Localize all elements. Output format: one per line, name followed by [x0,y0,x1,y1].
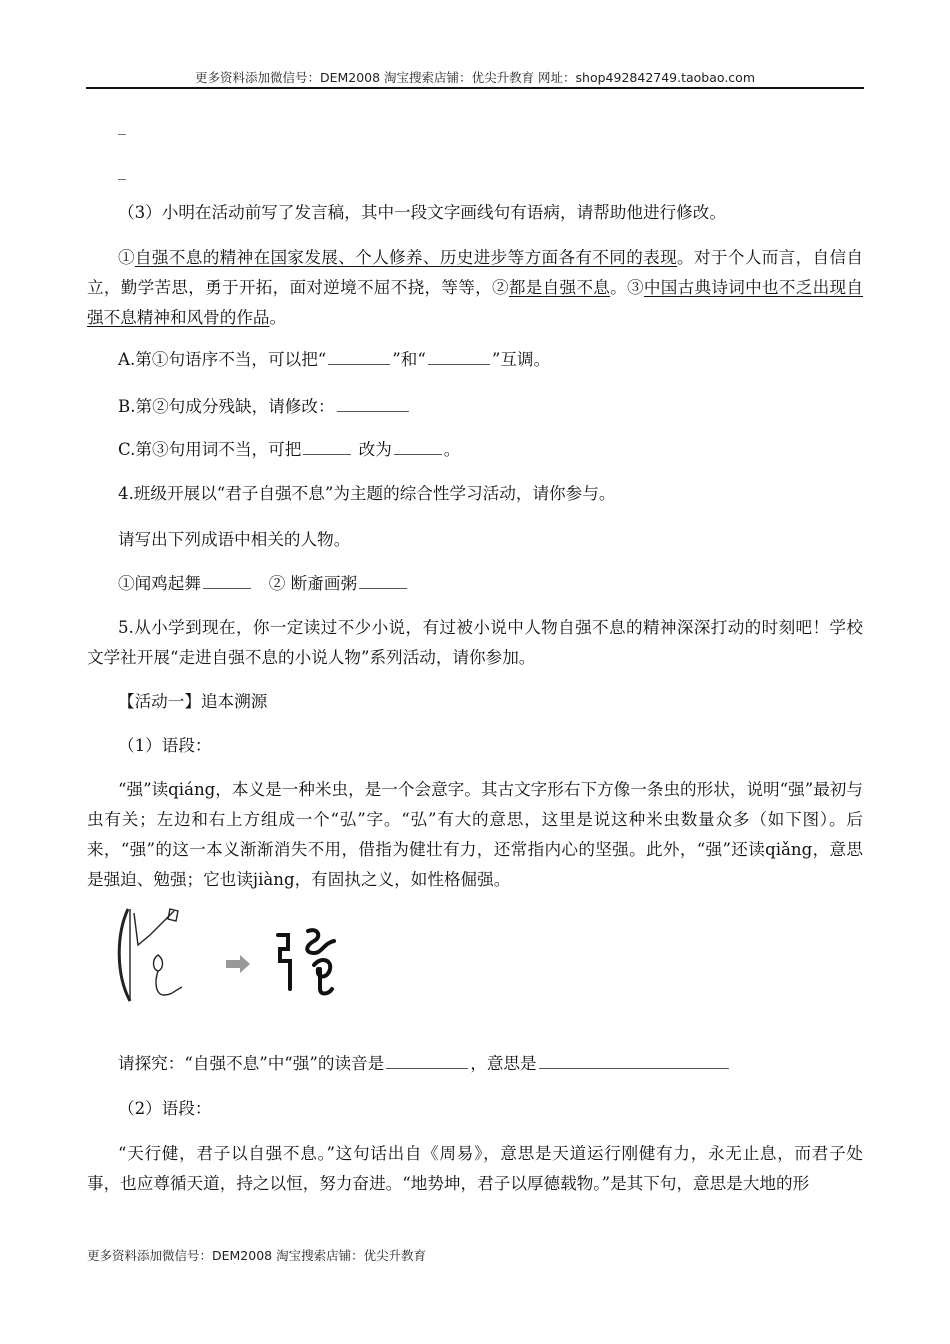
q4-sub: 请写出下列成语中相关的人物。 [118,530,351,549]
passage-text: 。对于个人而言，自信自立，勤学苦思，勇于开拓，面对逆境不屈不挠，等等，② [87,248,864,297]
seal-script-character [278,930,334,993]
option-text: ”互调。 [491,350,551,369]
blank[interactable] [328,363,390,365]
section-2-label: （2）语段： [118,1099,212,1118]
option-text: 改为 [353,440,392,459]
activity-1-title: 【活动一】追本溯源 [118,692,268,711]
q3-passage [87,243,863,333]
underlined-sentence-3: 中国古典诗词中也不乏出现自强不息精神和风骨的作品 [87,278,864,327]
option-text: ”和“ [392,350,426,369]
section-2-text: “天行健，君子以自强不息。”这句话出自《周易》，意思是天道运行刚健有力，永无止息，而君子处事，也应尊循天道，持之以恒，努力奋进。“地势坤，君子以厚德载物。”是其下句，意思是大地的形 [87,1144,863,1193]
question-text: ，意思是 [470,1054,537,1073]
underlined-sentence-1: 自强不息的精神在国家发展、个人修养、历史进步等方面各有不同的表现 [134,248,678,267]
passage-text: 。③ [610,278,644,297]
q4-items [87,569,863,599]
section-1-text: “强”读qiáng，本义是一种米虫，是一个会意字。其古文字形右下方像一条虫的形状，说明“强”最初与虫有关；左边和右上方组成一个“弘”字。“弘”有大的意思，这里是说这种米虫数量众多（如下图）。后来，“强”的这一本义渐渐消失不用，借指为健壮有力，还常指内心的坚强。此外，“强”还读qiǎng，意思是强迫、勉强；它也读jiàng，有固执之义，如性格倔强。 [87,780,863,889]
blank[interactable] [303,453,351,455]
num: ① [118,248,135,267]
blank[interactable] [394,453,442,455]
q3-option-b [87,392,863,422]
q5-prompt: 5.从小学到现在，你一定读过不少小说，有过被小说中人物自强不息的精神深深打动的时刻吧！学校文学社开展“走进自强不息的小说人物”系列活动，请你参加。 [87,618,863,667]
option-text: 。 [443,440,461,459]
page-header: 更多资料添加微信号：DEM2008 淘宝搜索店铺：优尖升教育 网址：shop492842749.taobao.com [194,70,756,85]
header-rule [86,87,864,89]
blank[interactable] [337,410,409,412]
underlined-sentence-2: 都是自强不息 [508,278,611,297]
idiom-2: ② 断齑画粥 [268,574,358,593]
q3-prompt: （3）小明在活动前写了发言稿，其中一段文字画线句有语病，请帮助他进行修改。 [118,203,726,222]
explore-question [87,1049,863,1079]
passage-text: 。 [269,308,287,327]
question-text: 请探究：“自强不息”中“强”的读音是 [118,1054,385,1073]
q3-option-a [87,345,863,375]
answer-line: _ [118,116,126,135]
option-text: A.第①句语序不当，可以把“ [118,350,327,369]
option-text: C.第③句用词不当，可把 [118,440,302,459]
arrow-icon [226,955,250,973]
meaning-blank[interactable] [539,1067,729,1069]
q3-option-c [87,435,863,465]
page-footer: 更多资料添加微信号：DEM2008 淘宝搜索店铺：优尖升教育 [87,1248,427,1263]
idiom-1: ①闻鸡起舞 [118,574,201,593]
blank[interactable] [203,587,251,589]
blank[interactable] [428,363,490,365]
blank[interactable] [359,587,407,589]
option-text: B.第②句成分残缺，请修改： [118,397,335,416]
q4-prompt: 4.班级开展以“君子自强不息”为主题的综合性学习活动，请你参与。 [118,484,616,503]
character-evolution-figure [108,905,348,1005]
answer-line: _ [118,161,126,180]
bow-worm-pictograph [119,909,182,1001]
section-1-label: （1）语段： [118,736,212,755]
pronunciation-blank[interactable] [386,1067,468,1069]
